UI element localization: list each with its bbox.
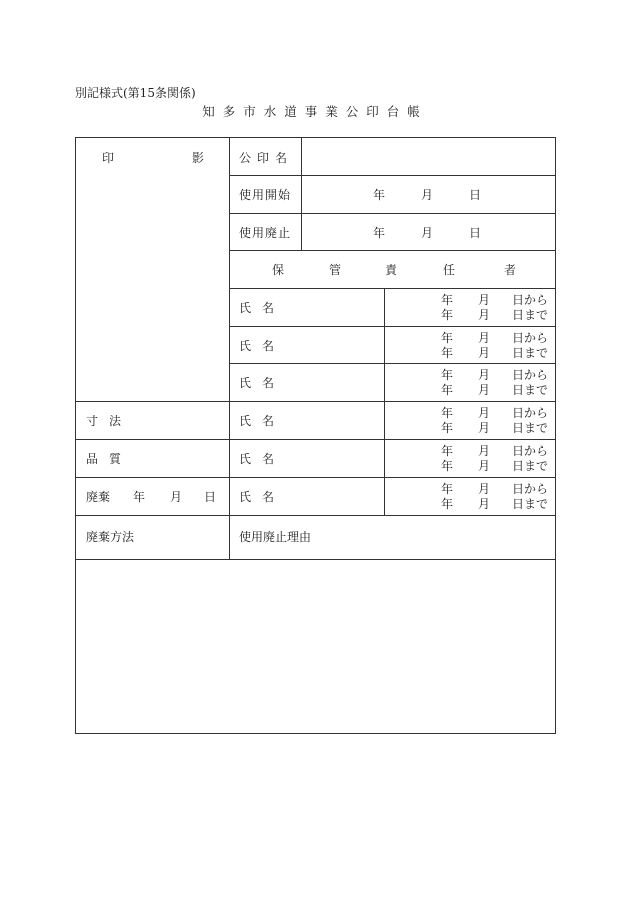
dimensions-label: 寸 [86, 414, 99, 428]
custodian-header-2: 管 [329, 263, 342, 277]
use-end-year: 年 [373, 226, 386, 240]
use-start-label: 使用開始 [239, 188, 292, 202]
document-title: 知多市水道事業公印台帳 [202, 104, 428, 119]
quality-label-2: 質 [109, 452, 122, 466]
seal-name-label: 公印名 [239, 151, 294, 165]
use-end-label: 使用廃止 [239, 226, 292, 240]
use-end-day: 日 [469, 226, 482, 240]
disposal-label: 廃棄 [86, 490, 111, 504]
dimensions-label-2: 法 [109, 414, 122, 428]
imprint-label: 印 [102, 151, 115, 165]
disposal-month: 月 [170, 490, 183, 504]
abolition-reason-label: 使用廃止理由 [239, 530, 312, 544]
use-start-day: 日 [469, 188, 482, 202]
form-label: 別記様式(第15条関係) [75, 86, 196, 100]
custodian-header-5: 者 [504, 263, 517, 277]
custodian-header-1: 保 [272, 263, 285, 277]
custodian-header-3: 責 [385, 263, 398, 277]
use-start-year: 年 [373, 188, 386, 202]
imprint-label-2: 影 [192, 151, 205, 165]
use-start-month: 月 [421, 188, 434, 202]
ledger-table: 印 影 寸 法 品 質 廃棄 年 月 日 廃棄方法 公印名 使用開始 年 月 日 使用廃止 年 月 日 保 管 責 任 者 氏 名 年 月 日から 年 月 日まで 氏 名 年 月 日から 年 月 日まで 氏 名 年 月 日から 年 月 日まで 氏 名 年 月 日から 年 月 日まで 氏 名 年 月 日から 年 月 日まで 氏 名 年 月 日から 年 月 日まで 使用廃止理由 [75, 137, 556, 734]
quality-label: 品 [86, 452, 99, 466]
disposal-day: 日 [204, 490, 217, 504]
disposal-method-label: 廃棄方法 [86, 530, 135, 544]
custodian-header-4: 任 [443, 263, 456, 277]
use-end-month: 月 [421, 226, 434, 240]
disposal-year: 年 [133, 490, 146, 504]
